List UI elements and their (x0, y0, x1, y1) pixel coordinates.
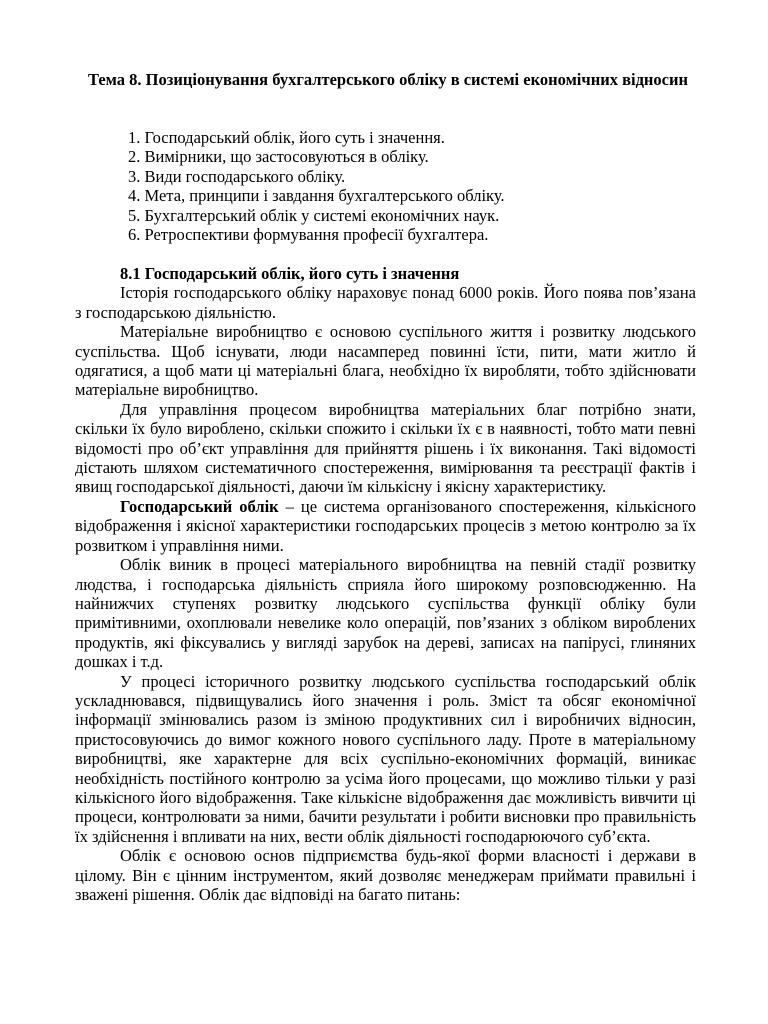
document-body (75, 264, 696, 904)
section-heading: 8.1 Господарський облік, його суть і значення (120, 264, 460, 283)
toc-item: 1. Господарський облік, його суть і значення. (128, 128, 445, 147)
toc-item: 3. Види господарського обліку. (128, 166, 346, 186)
body-paragraph: Матеріальне виробництво є основою суспільного життя і розвитку людського суспільства. Щоб існувати, люди насамперед повинні їсти, пити, мати житло й одягатися, а щоб мати ці матеріальні блага, необхідно їх виробляти, тобто здійснювати матеріальне виробництво. (75, 322, 696, 400)
body-paragraph: Облік є основою основ підприємства будь-якої форми власності і держави в цілому. Він є цінним інструментом, який дозволяє менеджерам приймати правильні і зважені рішення. Облік дає відповіді на багато питань: (75, 846, 696, 904)
definition-text: – це система організованого спостереження, кількісного відображення і якісної характеристики господарських процесів з метою контролю за їх розвитком і управління ними. (75, 496, 696, 555)
table-of-contents (128, 128, 505, 244)
body-paragraph: Для управління процесом виробництва матеріальних благ потрібно знати, скільки їх було вироблено, скільки спожито і скільки їх є в наявності, тобто мати певні відомості про об’єкт управління для прийняття рішень і їх виконання. Такі відомості дістають шляхом систематичного спостереження, вимірювання та реєстрації фактів і явищ господарської діяльності, даючи їм кількісну і якісну характеристику. (75, 399, 696, 497)
body-paragraph: У процесі історичного розвитку людського суспільства господарський облік ускладнювався, підвищувались його значення і роль. Зміст та обсяг економічної інформації змінювались разом із зміною продуктивних сил і виробничих відносин, пристосовуючись до вимог кожного нового суспільного ладу. Проте в матеріальному виробництві, яке характерне для всіх суспільно-економічних формацій, виникає необхідність постійного контролю за усіма його процесами, що можливо тільки у разі кількісного його відображення. Таке кількісне відображення дає можливість вивчити ці процеси, контролювати за ними, бачити результати і робити висновки про правильність їх здійснення і впливати на них, вести облік діяльності господарюючого суб’єкта. (75, 671, 696, 846)
toc-item: 4. Мета, принципи і завдання бухгалтерського обліку. (128, 186, 505, 206)
definition-paragraph (75, 497, 696, 555)
toc-item: 5. Бухгалтерський облік у системі економічних наук. (128, 205, 500, 225)
body-paragraph: Облік виник в процесі матеріального виробництва на певній стадії розвитку людства, і господарська діяльність сприяла його широкому розповсюдженню. На найнижчих ступенях розвитку людського суспільства функції обліку були примітивними, охоплювали невелике коло операцій, пов’язаних з обліком вироблених продуктів, які фіксувались у вигляді зарубок на дереві, записах на папірусі, глиняних дошках і т.д. (75, 555, 696, 672)
body-paragraph: Історія господарського обліку нараховує понад 6000 років. Його поява пов’язана з господарською діяльністю. (75, 283, 696, 322)
definition-term: Господарський облік (120, 496, 279, 516)
toc-item: 2. Вимірники, що застосовуються в обліку. (128, 147, 429, 167)
document-title: Тема 8. Позиціонування бухгалтерського обліку в системі економічних відносин (87, 70, 689, 89)
toc-item: 6. Ретроспективи формування професії бухгалтера. (128, 224, 489, 244)
